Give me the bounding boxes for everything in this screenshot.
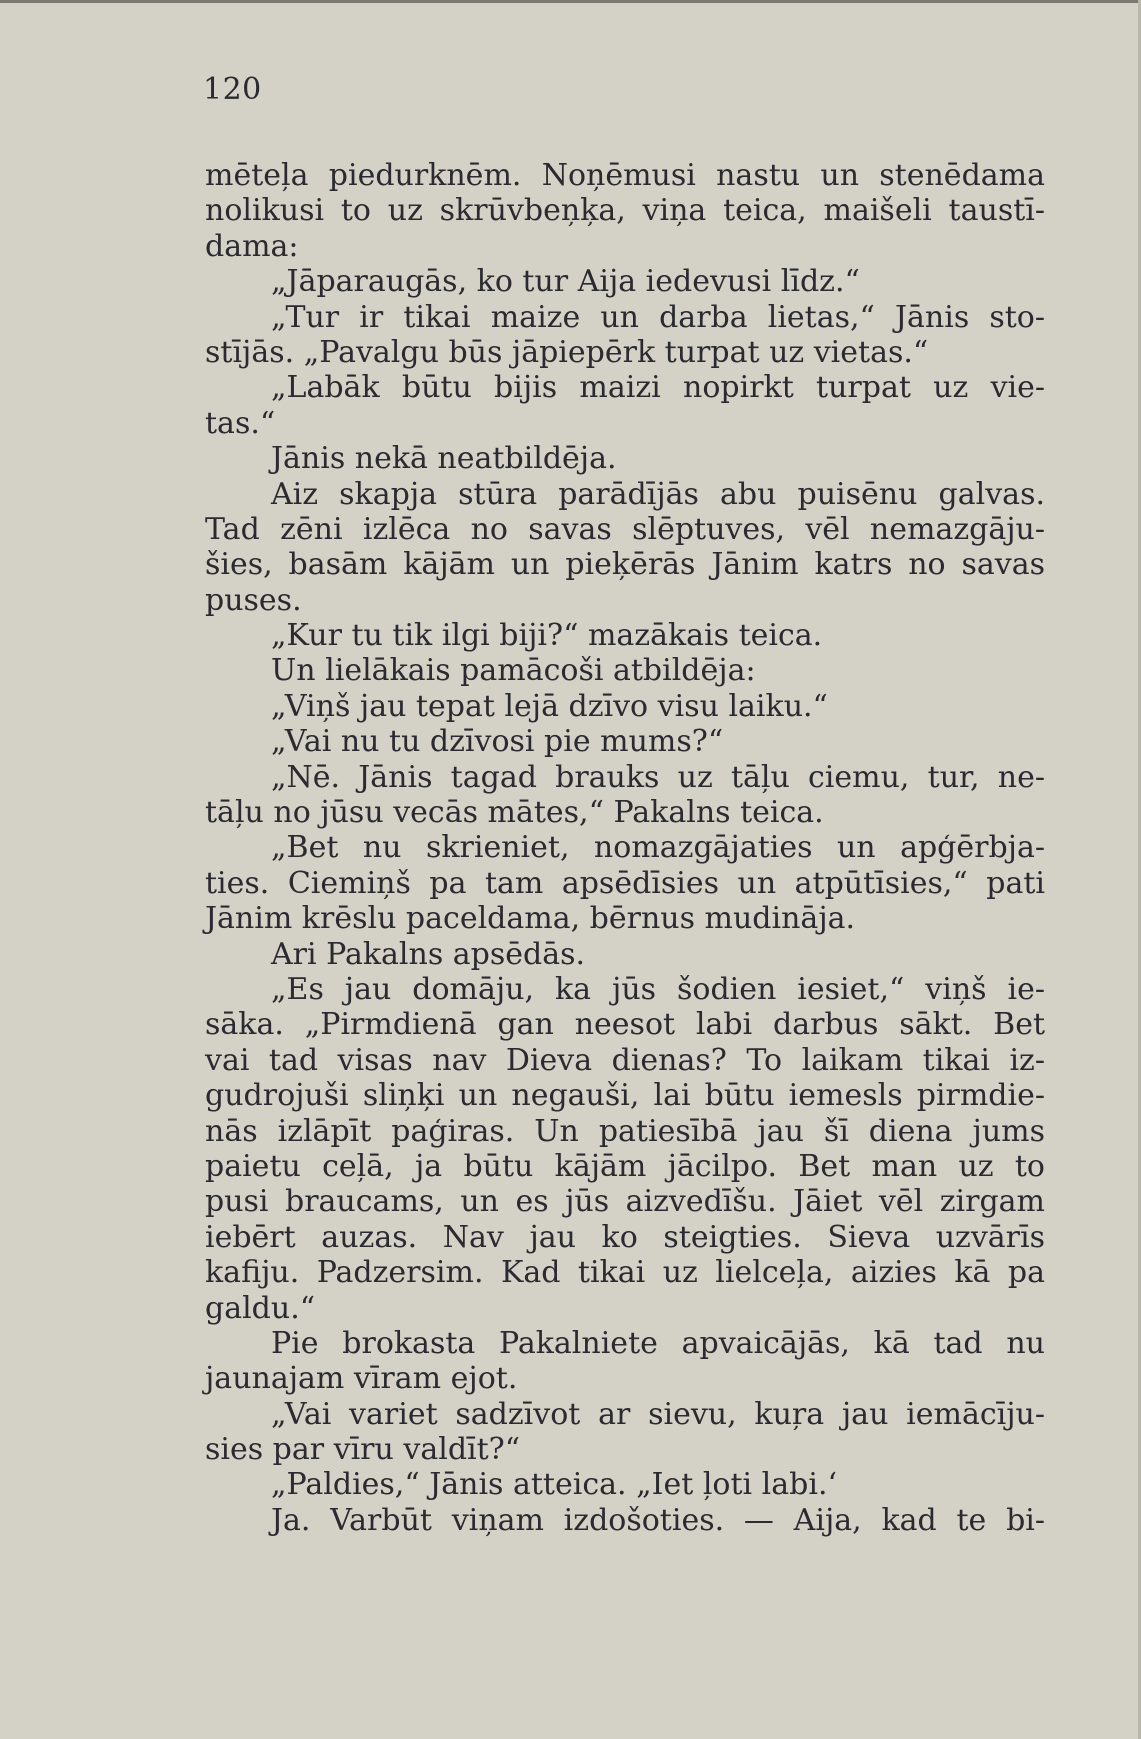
text-line: iebērt auzas. Nav jau ko steigties. Sieva uzvārīs bbox=[205, 1219, 1045, 1255]
text-line: Aiz skapja stūra parādījās abu puisēnu galvas. bbox=[271, 476, 1045, 512]
body-text bbox=[205, 158, 1045, 1538]
text-line: „Nē. Jānis tagad brauks uz tāļu ciemu, tur, ne- bbox=[271, 759, 1045, 795]
text-line: „Bet nu skrieniet, nomazgājaties un apģērbja- bbox=[271, 830, 1045, 866]
text-line: Ja. Varbūt viņam izdošoties. — Aija, kad te bi- bbox=[271, 1502, 1045, 1538]
text-line: „Paldies,“ Jānis atteica. „Iet ļoti labi.‘ bbox=[271, 1467, 838, 1503]
text-line: nās izlāpīt paģiras. Un patiesībā jau šī diena jums bbox=[205, 1113, 1045, 1149]
text-line: mēteļa piedurknēm. Noņēmusi nastu un stenēdama bbox=[205, 158, 1045, 193]
text-line: „Tur ir tikai maize un darba lietas,“ Jānis sto- bbox=[271, 299, 1045, 335]
text-line: ties. Ciemiņš pa tam apsēdīsies un atpūtīsies,“ pati bbox=[205, 865, 1045, 901]
page-number: 120 bbox=[203, 72, 262, 107]
scan-top-edge bbox=[0, 0, 1141, 3]
text-line: Un lielākais pamācoši atbildēja: bbox=[271, 653, 756, 689]
text-line: „Vai variet sadzīvot ar sievu, kuŗa jau iemācīju- bbox=[271, 1396, 1045, 1432]
text-line: paietu ceļā, ja būtu kājām jācilpo. Bet man uz to bbox=[205, 1148, 1045, 1184]
text-line: „Jāparaugās, ko tur Aija iedevusi līdz.“ bbox=[271, 264, 860, 300]
text-line: jaunajam vīram ejot. bbox=[205, 1361, 518, 1397]
text-line: Jānis nekā neatbildēja. bbox=[271, 441, 617, 477]
text-line: kafiju. Padzersim. Kad tikai uz lielceļa, aizies kā pa bbox=[205, 1255, 1045, 1291]
text-line: sāka. „Pirmdienā gan neesot labi darbus sākt. Bet bbox=[205, 1007, 1045, 1043]
text-line: pusi braucams, un es jūs aizvedīšu. Jāiet vēl zirgam bbox=[205, 1184, 1045, 1220]
text-line: nolikusi to uz skrūvbeņķa, viņa teica, maišeli taustī- bbox=[205, 193, 1045, 229]
text-line: galdu.“ bbox=[205, 1290, 316, 1326]
text-line: tas.“ bbox=[205, 405, 276, 441]
text-line: „Viņš jau tepat lejā dzīvo visu laiku.“ bbox=[271, 688, 828, 724]
text-line: Pie brokasta Pakalniete apvaicājās, kā tad nu bbox=[271, 1325, 1045, 1361]
text-line: gudrojuši sliņķi un negauši, lai būtu iemesls pirmdie- bbox=[205, 1078, 1045, 1114]
text-line: dama: bbox=[205, 228, 299, 264]
text-line: vai tad visas nav Dieva dienas? To laikam tikai iz- bbox=[205, 1042, 1045, 1078]
text-line: Ari Pakalns apsēdās. bbox=[271, 936, 586, 972]
text-line: „Vai nu tu dzīvosi pie mums?“ bbox=[271, 724, 724, 760]
text-line: stījās. „Pavalgu būs jāpiepērk turpat uz vietas.“ bbox=[205, 334, 929, 370]
text-line: puses. bbox=[205, 582, 302, 618]
text-line: šies, basām kājām un pieķērās Jānim katrs no savas bbox=[205, 547, 1045, 583]
text-line: „Es jau domāju, ka jūs šodien iesiet,“ viņš ie- bbox=[271, 971, 1045, 1007]
text-line: sies par vīru valdīt?“ bbox=[205, 1432, 521, 1468]
text-line: „Labāk būtu bijis maizi nopirkt turpat uz vie- bbox=[271, 370, 1045, 406]
text-line: „Kur tu tik ilgi biji?“ mazākais teica. bbox=[271, 618, 823, 654]
text-line: Jānim krēslu paceldama, bērnus mudināja. bbox=[205, 901, 856, 937]
text-line: tāļu no jūsu vecās mātes,“ Pakalns teica. bbox=[205, 795, 824, 831]
text-line: Tad zēni izlēca no savas slēptuves, vēl nemazgāju- bbox=[205, 511, 1045, 547]
